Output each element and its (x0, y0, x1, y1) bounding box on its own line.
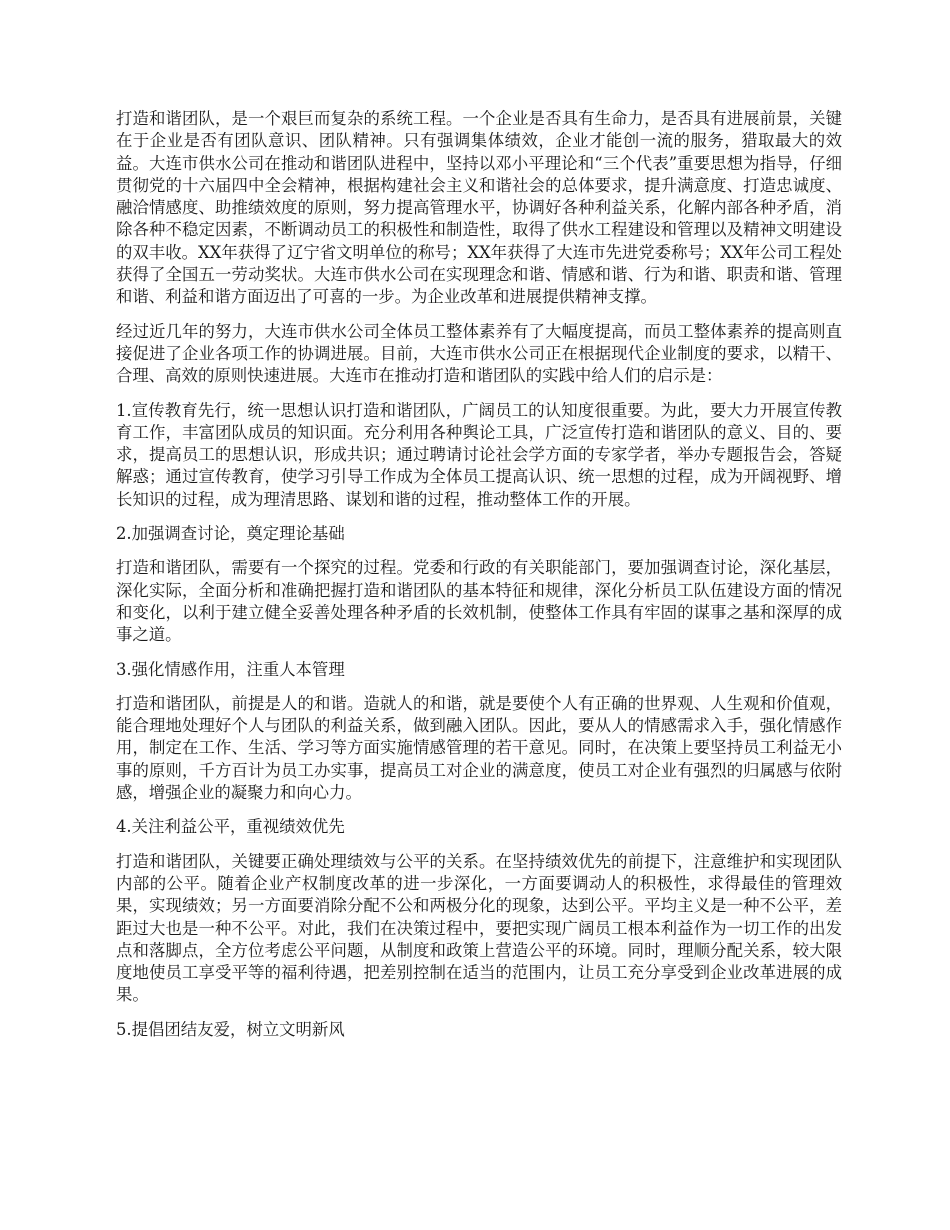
paragraph-point-3: 打造和谐团队，前提是人的和谐。造就人的和谐，就是要使个人有正确的世界观、人生观和价值观，能合理地处理好个人与团队的利益关系，做到融入团队。因此，要从人的情感需求入手，强化情感作用，制定在工作、生活、学习等方面实施情感管理的若干意见。同时，在决策上要坚持员工利益无小事的原则，千方百计为员工办实事，提高员工对企业的满意度，使员工对企业有强烈的归属感与依附感，增强企业的凝聚力和向心力。 (116, 693, 842, 803)
paragraph-point-4: 打造和谐团队，关键要正确处理绩效与公平的关系。在坚持绩效优先的前提下，注意维护和实现团队内部的公平。随着企业产权制度改革的进一步深化，一方面要调动人的积极性，求得最佳的管理效果，实现绩效；另一方面要消除分配不公和两极分化的现象，达到公平。平均主义是一种不公平，差距过大也是一种不公平。对此，我们在决策过程中，要把实现广阔员工根本利益作为一切工作的出发点和落脚点，全方位考虑公平问题，从制度和政策上营造公平的环境。同时，理顺分配关系，较大限度地使员工享受平等的福利待遇，把差别控制在适当的范围内，让员工充分享受到企业改革进展的成果。 (116, 851, 842, 1005)
section-heading-5: 5.提倡团结友爱，树立文明新风 (116, 1019, 345, 1039)
paragraph-summary: 经过近几年的努力，大连市供水公司全体员工整体素养有了大幅度提高，而员工整体素养的提高则直接促进了企业各项工作的协调进展。目前，大连市供水公司正在根据现代企业制度的要求，以精干、合理、高效的原则快速进展。大连市在推动打造和谐团队的实践中给人们的启示是： (116, 321, 842, 386)
section-heading-4: 4.关注利益公平，重视绩效优先 (116, 817, 345, 837)
section-heading-2: 2.加强调查讨论，奠定理论基础 (116, 524, 345, 544)
section-heading-3: 3.强化情感作用，注重人本管理 (116, 659, 345, 679)
paragraph-intro: 打造和谐团队，是一个艰巨而复杂的系统工程。一个企业是否具有生命力，是否具有进展前景，关键在于企业是否有团队意识、团队精神。只有强调集体绩效，企业才能创一流的服务，猎取最大的效益。大连市供水公司在推动和谐团队进程中，坚持以邓小平理论和“三个代表”重要思想为指导，仔细贯彻党的十六届四中全会精神，根据构建社会主义和谐社会的总体要求，提升满意度、打造忠诚度、融洽情感度、助推绩效度的原则，努力提高管理水平，协调好各种利益关系，化解内部各种矛盾，消除各种不稳定因素，不断调动员工的积极性和制造性，取得了供水工程建设和管理以及精神文明建设的双丰收。XX年获得了辽宁省文明单位的称号；XX年获得了大连市先进党委称号；XX年公司工程处获得了全国五一劳动奖状。大连市供水公司在实现理念和谐、情感和谐、行为和谐、职责和谐、管理和谐、利益和谐方面迈出了可喜的一步。为企业改革和进展提供精神支撑。 (116, 109, 842, 307)
paragraph-point-1: 1.宣传教育先行，统一思想认识打造和谐团队，广阔员工的认知度很重要。为此，要大力开展宣传教育工作，丰富团队成员的知识面。充分利用各种舆论工具，广泛宣传打造和谐团队的意义、目的、要求，提高员工的思想认识，形成共识；通过聘请讨论社会学方面的专家学者，举办专题报告会，答疑解惑；通过宣传教育，使学习引导工作成为全体员工提高认识、统一思想的过程，成为开阔视野、增长知识的过程，成为理清思路、谋划和谐的过程，推动整体工作的开展。 (116, 400, 842, 509)
paragraph-point-2: 打造和谐团队，需要有一个探究的过程。党委和行政的有关职能部门，要加强调查讨论，深化基层，深化实际，全面分析和准确把握打造和谐团队的基本特征和规律，深化分析员工队伍建设方面的情况和变化，以利于建立健全妥善处理各种矛盾的长效机制，使整体工作具有牢固的谋事之基和深厚的成事之道。 (116, 558, 842, 645)
document-body (116, 108, 842, 1053)
